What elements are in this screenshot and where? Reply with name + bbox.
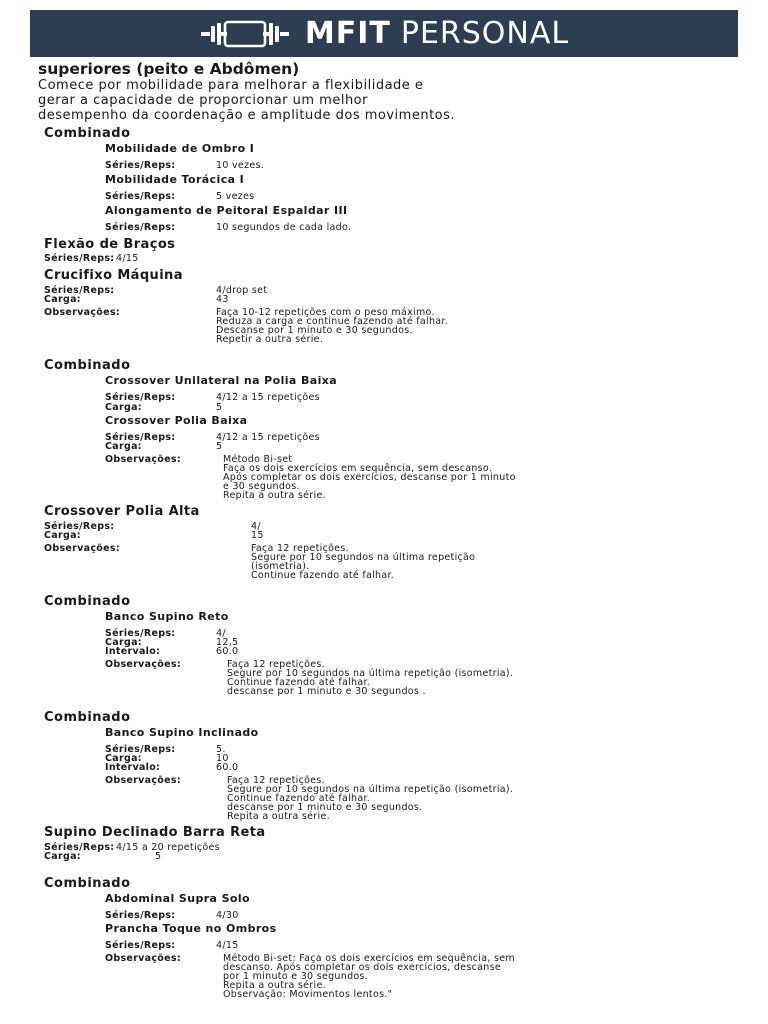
notes-line: Repita a outra série. (223, 980, 326, 991)
combined-heading: Combinado (44, 710, 131, 725)
brand-banner (30, 10, 738, 57)
exercise-name: Mobilidade de Ombro I (105, 142, 255, 155)
intro-title: superiores (peito e Abdômen) (38, 60, 300, 78)
reps-label: Séries/Reps: (105, 191, 176, 202)
exercise-name: Mobilidade Torácica I (105, 173, 245, 186)
reps-label: Séries/Reps: (105, 432, 176, 443)
notes-line: Segure por 10 segundos na última repetição (isometria). (227, 784, 514, 795)
interval-value: 60.0 (216, 762, 239, 773)
notes-line: Reduza a carga e continue fazendo até falhar. (216, 316, 449, 327)
notes-line: Segure por 10 segundos na última repetição (251, 552, 476, 563)
reps-value: 4/ (251, 521, 261, 532)
reps-value: 4/ (216, 628, 226, 639)
load-label: Carga: (44, 851, 81, 862)
combined-heading: Combinado (44, 358, 131, 373)
reps-label: Séries/Reps: (105, 392, 176, 403)
interval-value: 60.0 (216, 646, 239, 657)
load-value: 15 (251, 530, 264, 541)
combined-heading: Combinado (44, 594, 131, 609)
notes-line: e 30 segundos. (223, 481, 300, 492)
notes-line: Segure por 10 segundos na última repetição (isometria). (227, 668, 514, 679)
reps-value: 4/15 (116, 253, 139, 264)
exercise-name: Prancha Toque no Ombros (105, 922, 277, 935)
notes-line: Faça 12 repetições. (251, 543, 349, 554)
reps-value: 5. (216, 744, 226, 755)
reps-value: 4/12 a 15 repetições (216, 432, 320, 443)
notes-label: Observações: (105, 454, 181, 465)
combined-heading: Combinado (44, 876, 131, 891)
notes-line: Observação: Movimentos lentos." (223, 989, 393, 1000)
reps-label: Séries/Reps: (105, 628, 176, 639)
notes-label: Observações: (105, 775, 181, 786)
exercise-heading: Supino Declinado Barra Reta (44, 825, 266, 840)
exercise-name: Crossover Polia Baixa (105, 414, 248, 427)
reps-label: Séries/Reps: (44, 285, 115, 296)
notes-line: (isometria). (251, 561, 310, 572)
reps-value: 4/30 (216, 910, 239, 921)
load-label: Carga: (44, 530, 81, 541)
notes-label: Observações: (44, 307, 120, 318)
exercise-heading: Crucifixo Máquina (44, 268, 183, 283)
brand-light: PERSONAL (400, 16, 570, 51)
notes-line: descanse por 1 minuto e 30 segundos. (227, 802, 423, 813)
notes-line: Faça 10-12 repetições com o peso máximo. (216, 307, 435, 318)
load-value: 43 (216, 294, 229, 305)
load-label: Carga: (44, 294, 81, 305)
exercise-name: Abdominal Supra Solo (105, 892, 251, 905)
notes-line: Continue fazendo até falhar. (227, 677, 371, 688)
notes-line: descanse por 1 minuto e 30 segundos . (227, 686, 426, 697)
reps-label: Séries/Reps: (105, 910, 176, 921)
notes-line: por 1 minuto e 30 segundos. (223, 971, 369, 982)
notes-line: Repita a outra série. (227, 811, 330, 822)
load-label: Carga: (105, 441, 142, 452)
reps-label: Séries/Reps: (105, 744, 176, 755)
notes-line: Faça os dois exercícios em sequência, sem descanso. (223, 463, 493, 474)
load-label: Carga: (105, 402, 142, 413)
reps-value: 10 segundos de cada lado. (216, 222, 352, 233)
notes-label: Observações: (105, 953, 181, 964)
reps-value: 4/12 a 15 repetições (216, 392, 320, 403)
reps-label: Séries/Reps: (105, 160, 176, 171)
load-label: Carga: (105, 637, 142, 648)
interval-label: Intervalo: (105, 762, 161, 773)
load-value: 5 (216, 402, 223, 413)
notes-label: Observações: (44, 543, 120, 554)
intro-line: desempenho da coordenação e amplitude dos movimentos. (38, 108, 456, 123)
brand-wordmark (305, 16, 569, 51)
reps-value: 10 vezes. (216, 160, 265, 171)
notes-line: Faça 12 repetições. (227, 659, 325, 670)
reps-value: 4/15 (216, 940, 239, 951)
notes-line: Continue fazendo até falhar. (251, 570, 395, 581)
brand-bold: MFIT (304, 16, 391, 51)
reps-label: Séries/Reps: (44, 253, 115, 264)
reps-value: 5 vezes (216, 191, 255, 202)
reps-label: Séries/Reps: (44, 521, 115, 532)
exercise-name: Alongamento de Peitoral Espaldar III (105, 204, 348, 217)
exercise-name: Banco Supino Inclinado (105, 726, 259, 739)
notes-line: Descanse por 1 minuto e 30 segundos. (216, 325, 413, 336)
reps-value: 4/15 a 20 repetições (116, 842, 220, 853)
load-value: 12,5 (216, 637, 239, 648)
load-label: Carga: (105, 753, 142, 764)
notes-line: Repita a outra série. (223, 490, 326, 501)
notes-line: Repetir a outra série. (216, 334, 324, 345)
notes-line: Método Bi-set (223, 454, 293, 465)
exercise-heading: Crossover Polia Alta (44, 504, 200, 519)
notes-line: descanso. Após completar os dois exercícios, descanse (223, 962, 502, 973)
exercise-heading: Flexão de Braços (44, 237, 176, 252)
notes-label: Observações: (105, 659, 181, 670)
notes-line: Continue fazendo até falhar. (227, 793, 371, 804)
reps-label: Séries/Reps: (44, 842, 115, 853)
load-value: 5 (216, 441, 223, 452)
intro-line: Comece por mobilidade para melhorar a flexibilidade e (38, 78, 424, 93)
load-value: 10 (216, 753, 229, 764)
notes-line: Faça 12 repetições. (227, 775, 325, 786)
notes-line: Método Bi-set: Faça os dois exercícios em sequência, sem (223, 953, 515, 964)
reps-label: Séries/Reps: (105, 222, 176, 233)
intro-line: gerar a capacidade de proporcionar um melhor (38, 93, 368, 108)
notes-line: Após completar os dois exercícios, descanse por 1 minuto (223, 472, 516, 483)
combined-heading: Combinado (44, 126, 131, 141)
reps-label: Séries/Reps: (105, 940, 176, 951)
interval-label: Intervalo: (105, 646, 161, 657)
exercise-name: Crossover Unilateral na Polia Baixa (105, 374, 338, 387)
load-value: 5 (155, 851, 162, 862)
dumbbell-logo-icon (199, 19, 291, 49)
exercise-name: Banco Supino Reto (105, 610, 229, 623)
reps-value: 4/drop set (216, 285, 268, 296)
